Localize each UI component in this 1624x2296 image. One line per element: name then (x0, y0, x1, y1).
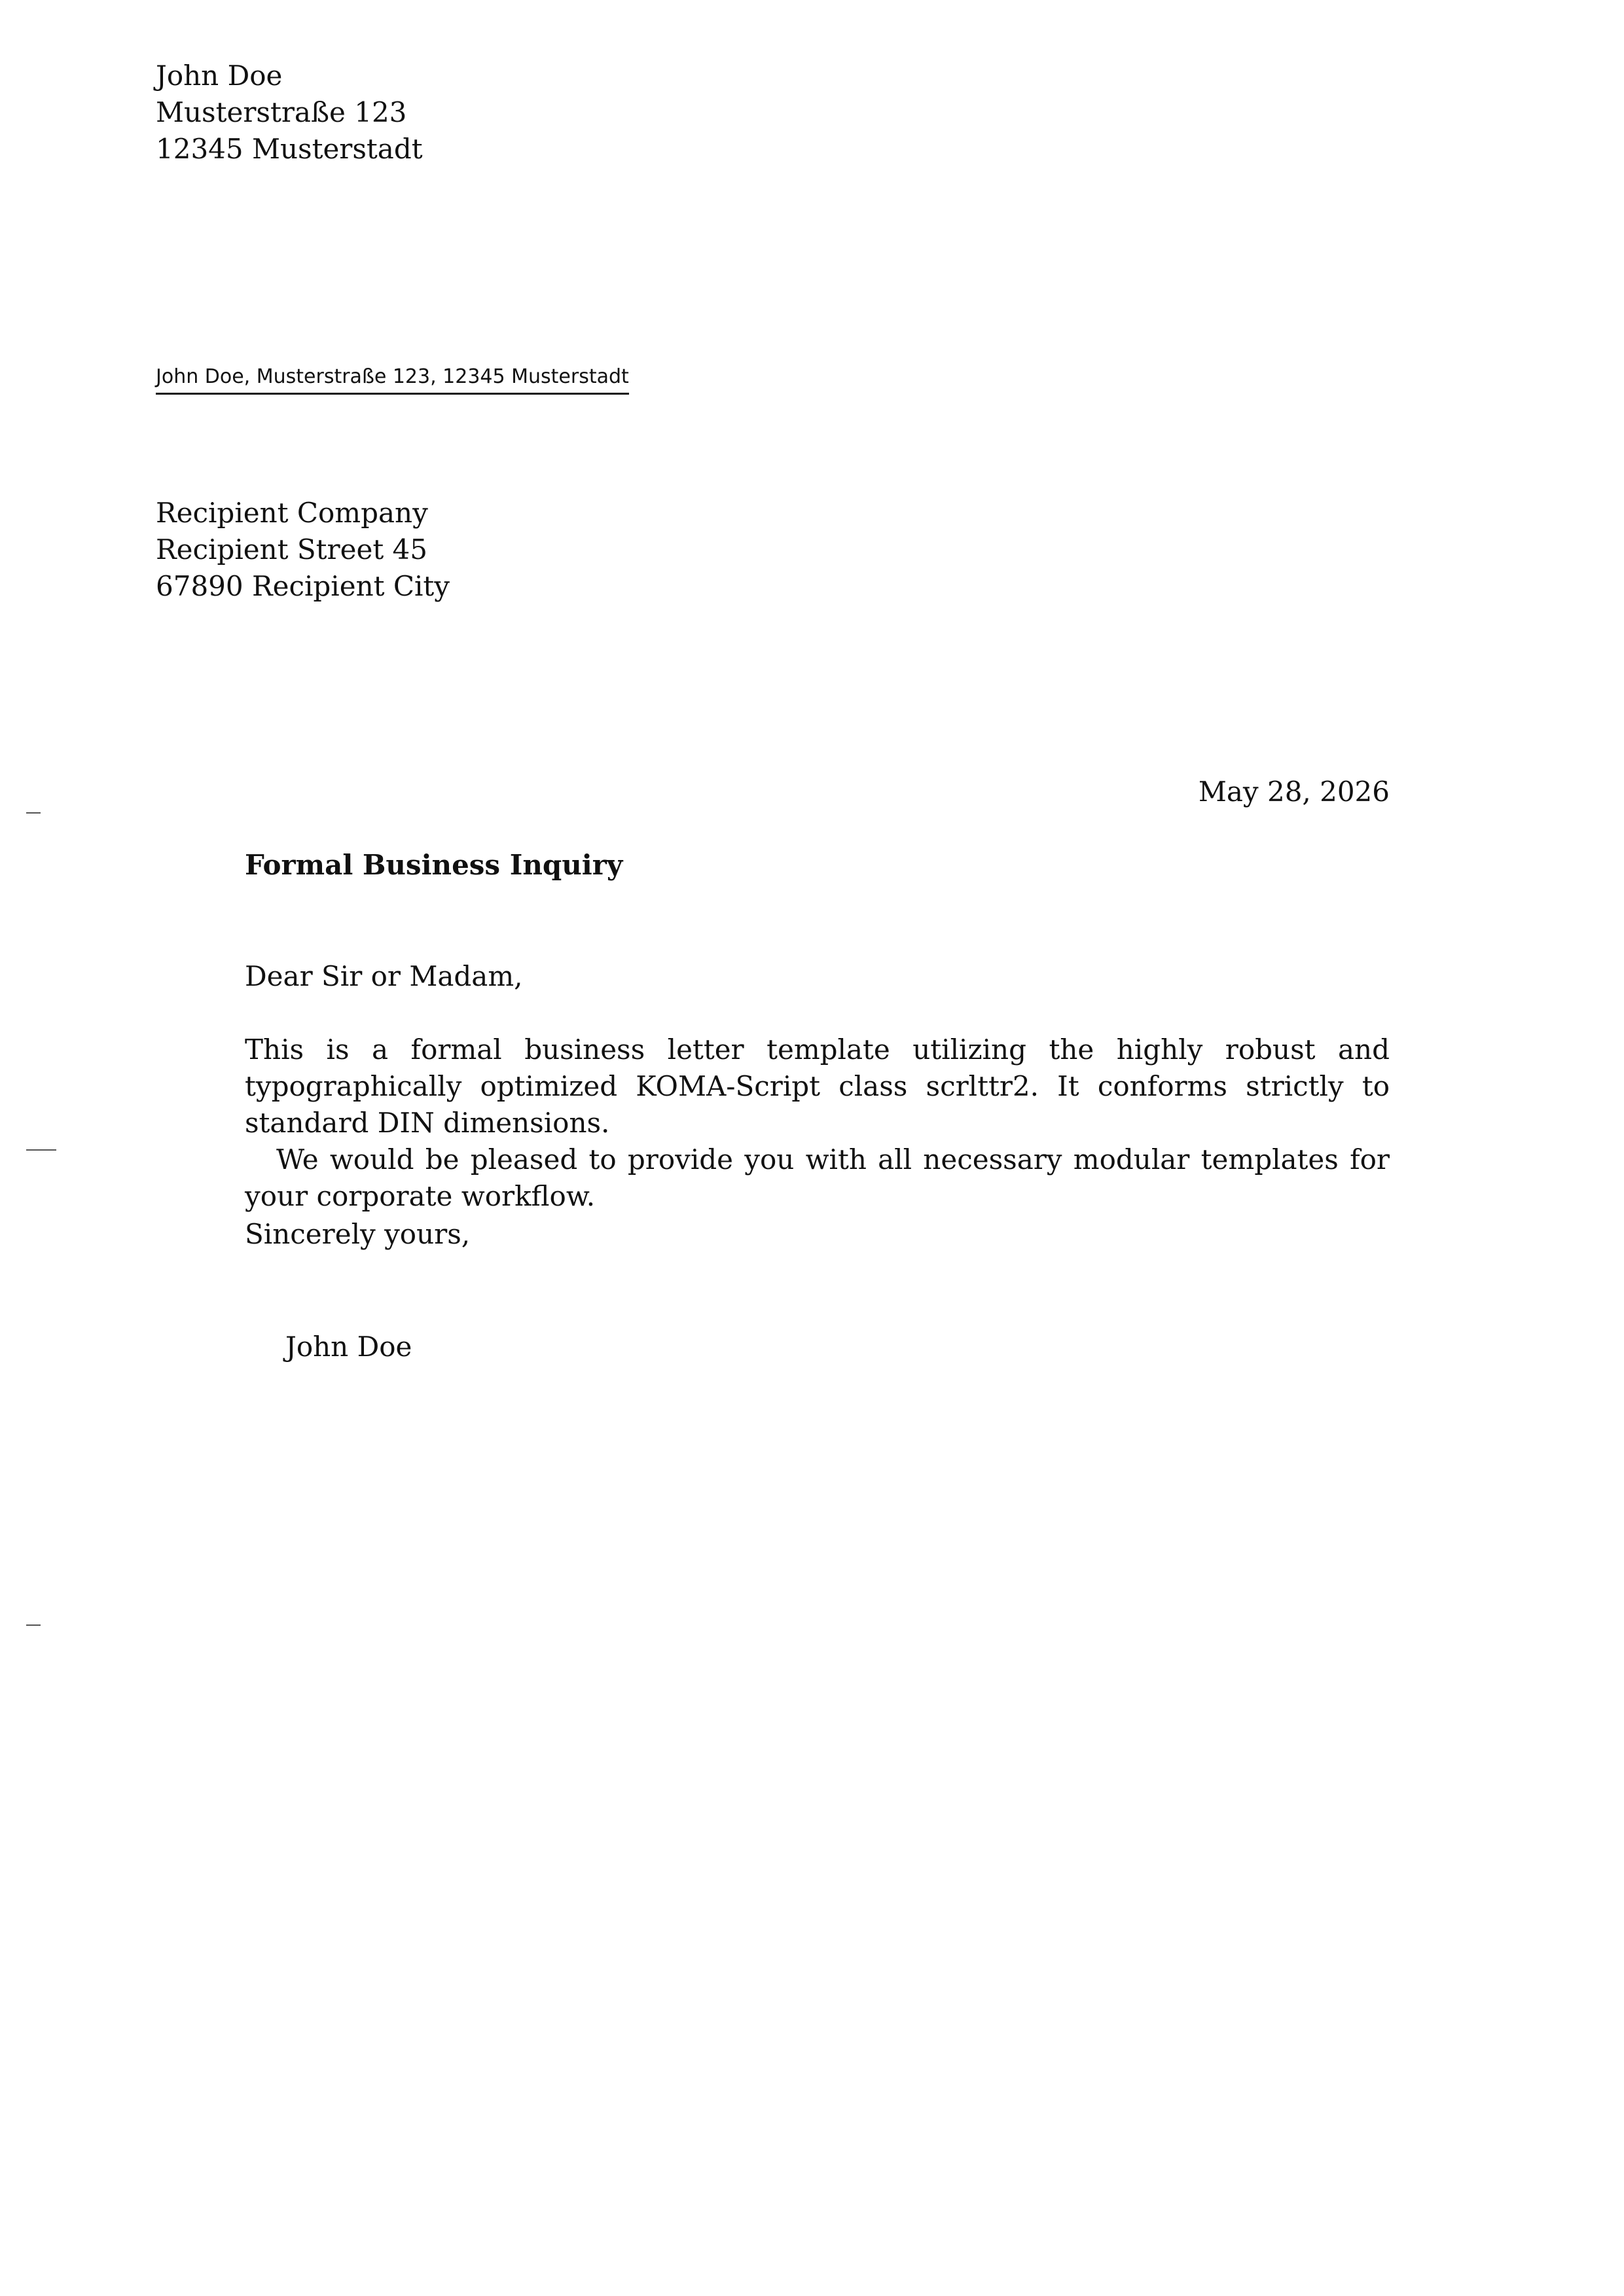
fold-mark-bottom (26, 1624, 41, 1626)
closing: Sincerely yours, (245, 1218, 471, 1250)
fold-mark-top (26, 812, 41, 814)
recipient-address (156, 495, 450, 605)
letter-date: May 28, 2026 (1198, 776, 1390, 808)
letter-body (245, 1031, 1390, 1215)
recipient-city: 67890 Recipient City (156, 570, 450, 602)
hole-punch-mark (26, 1149, 56, 1151)
salutation: Dear Sir or Madam, (245, 960, 523, 992)
recipient-company: Recipient Company (156, 497, 428, 529)
sender-street: Musterstraße 123 (156, 96, 407, 128)
body-paragraph: This is a formal business letter template utilizing the highly robust and typographically optimized KOMA-Script class scrlttr2. It conforms strictly to standard DIN dimensions. (245, 1033, 1390, 1139)
return-address-line: John Doe, Musterstraße 123, 12345 Musterstadt (156, 364, 629, 395)
sender-name: John Doe (156, 60, 283, 92)
signature-name: John Doe (285, 1331, 412, 1363)
recipient-street: Recipient Street 45 (156, 533, 427, 565)
sender-city: 12345 Musterstadt (156, 133, 423, 165)
letter-subject: Formal Business Inquiry (245, 849, 623, 881)
sender-address (156, 58, 423, 168)
body-paragraph: We would be pleased to provide you with all necessary modular templates for your corporate workflow. (245, 1143, 1390, 1212)
